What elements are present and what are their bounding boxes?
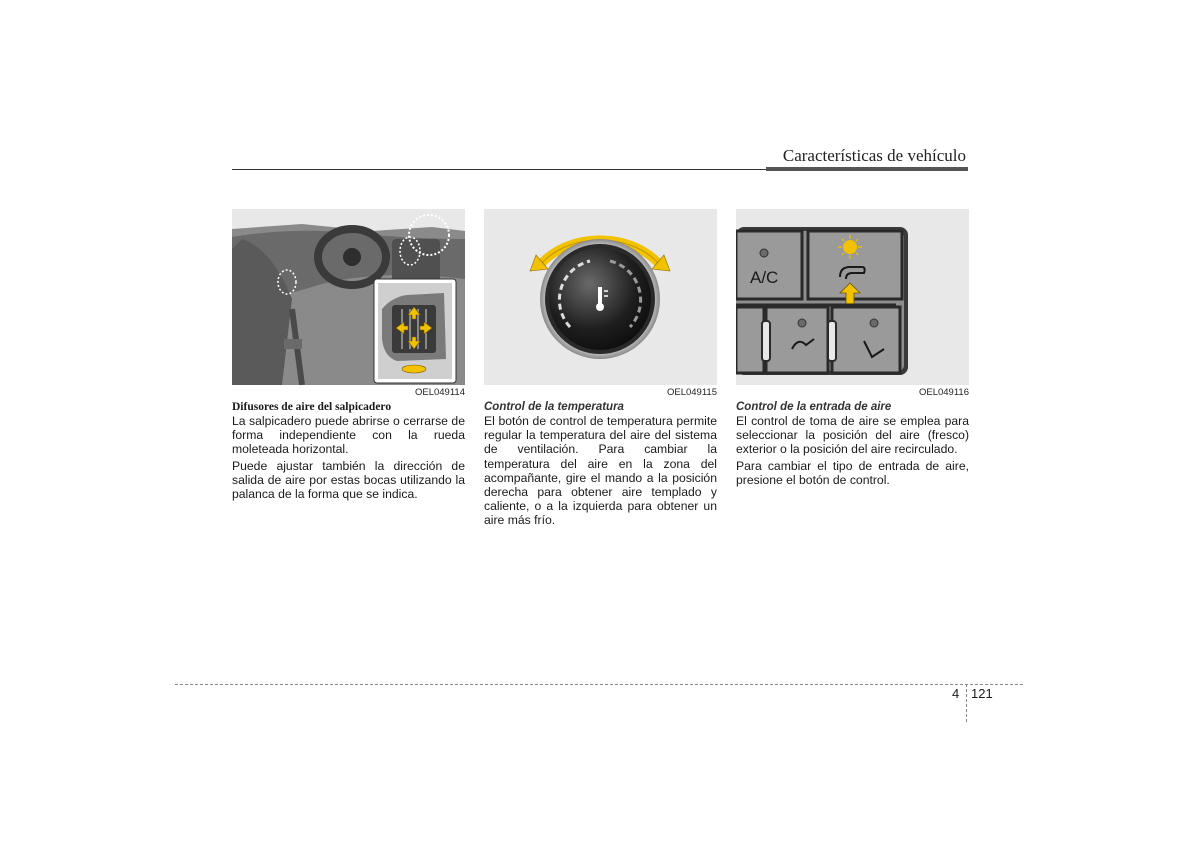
dashboard-vent-figure (232, 209, 465, 385)
paragraph: Puede ajustar también la dirección de salida de aire por estas bocas utilizando la palanca de la forma que se indica. (232, 458, 465, 502)
paragraph: El botón de control de temperatura permite regular la temperatura del aire del sistema de ventilación. Para cambiar la temperatura del aire en la zona del acompañante, gire el mando a la posición derecha para obtener aire templado y caliente, o a la izquierda para obtener un aire más frío. (484, 414, 717, 528)
section-dashboard-vents (232, 209, 465, 501)
figure-code: OEL049114 (414, 387, 465, 398)
paragraph: Para cambiar el tipo de entrada de aire, presione el botón de control. (736, 458, 969, 487)
section-title: Difusores de aire del salpicadero (232, 401, 392, 413)
paragraph: El control de toma de aire se emplea para seleccionar la posición del aire (fresco) exterior o la posición del aire recirculado. (736, 414, 969, 457)
header-rule (232, 169, 766, 170)
section-title: Control de la temperatura (484, 401, 624, 413)
air-intake-panel-figure (736, 209, 969, 385)
dashboard-illustration (232, 209, 465, 385)
paragraph: La salpicadero puede abrirse o cerrarse de forma independiente con la rueda moleteada horizontal. (232, 414, 465, 457)
section-temperature-control (484, 209, 717, 528)
section-title: Control de la entrada de aire (736, 401, 892, 413)
figure-code: OEL049115 (666, 387, 717, 398)
air-intake-panel-illustration (736, 209, 969, 385)
footer-page-separator (966, 684, 967, 722)
section-air-intake-control (736, 209, 969, 487)
header-rule-accent (766, 167, 968, 171)
page-number: 121 (971, 686, 993, 701)
temperature-knob-illustration (484, 209, 717, 385)
ac-button-label: A/C (750, 268, 779, 287)
footer-divider (175, 684, 1023, 685)
temperature-knob-figure (484, 209, 717, 385)
figure-code: OEL049116 (918, 387, 969, 398)
chapter-number: 4 (952, 686, 960, 701)
page-header-title: Características de vehículo (782, 146, 966, 165)
